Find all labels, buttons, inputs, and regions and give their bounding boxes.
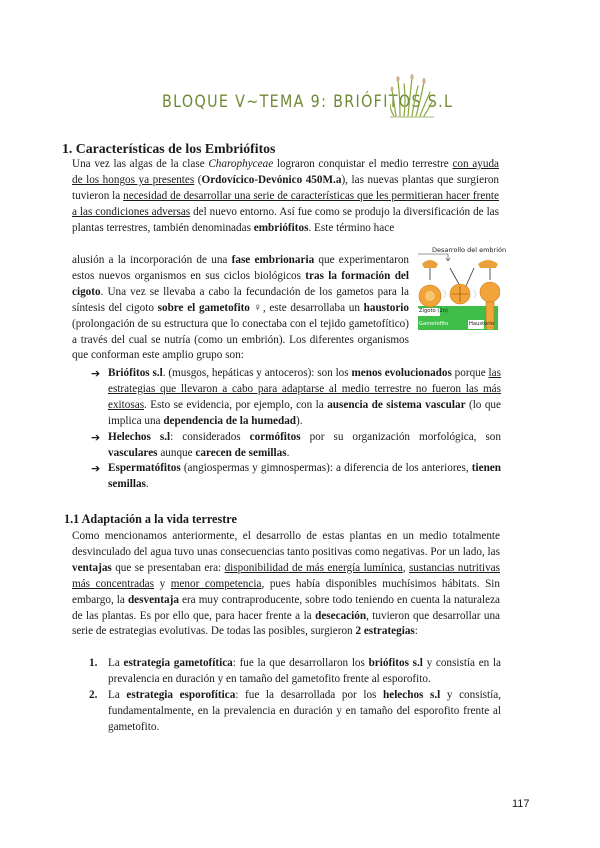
section-heading-caracteristicas: 1. Características de los Embriófitos — [62, 141, 276, 156]
list-item-estrategia-esporofitica: 2. La estrategia esporofítica: fue la desarrollada por los helechos s.l y consistía, fundamentalmente, en la prevalencia en duración y en tamaño del esporofito frente al gametofito. — [89, 688, 502, 733]
list-item-briofitos: ➔ Briófitos s.l. (musgos, hepáticas y antoceros): son los menos evolucionados porque las estrategias que llevaron a cabo para adaptarse al medio terrestre no fueron las más exitosas. Esto se evidencia, por ejemplo, con la ausencia de sistema vascular (lo que implica una dependencia de la humedad). — [91, 367, 501, 427]
embryo-paragraph: alusión a la incorporación de una fase embrionaria que experimentaron estos nuevos organismos en sus ciclos biológicos tras la formación del cigoto. Una vez se llevaba a cabo la fecundación de los gametos para la síntesis del cigoto sobre el gametofito ♀, este desarrollaba un haustorio (prolongación de su estructura que lo conectaba con el tejido gametofítico) a través del cual se nutría (como un embrión). Los diferentes organismos que conforman este amplio grupo son: — [72, 254, 410, 362]
intro-paragraph: Una vez las algas de la clase Charophyceae lograron conquistar el medio terrestre con ayuda de los hongos ya presentes (Ordovícico-Devónico 450M.a), las nuevas plantas que surgieron tuvieron la necesidad de desarrollar una serie de características que les permitieran hacer frente a las condiciones adversas del nuevo entorno. Así fue como se produjo la diversificación de las plantas terrestres, también denominadas embriófitos. Este término hace — [72, 158, 500, 234]
arrow-icon: ➔ — [91, 367, 101, 380]
list-item-espermatofitos: ➔ Espermatófitos (angiospermas y gimnospermas): a diferencia de los anteriores, tienen semillas. — [91, 462, 501, 491]
list-item-estrategia-gametofitica: 1. La estrategia gametofítica: fue la que desarrollaron los briófitos s.l y consistía en la prevalencia en duración y en tamaño del gametofito frente al esporofito. — [89, 657, 502, 685]
figure-title: Desarrollo del embrión — [432, 246, 507, 254]
arrow-icon: ➔ — [91, 430, 101, 444]
grass-illustration — [390, 72, 434, 118]
section-heading-adaptacion: 1.1 Adaptación a la vida terrestre — [64, 512, 237, 526]
figure-label-gametofito: Gametofito — [419, 321, 449, 327]
adaptation-paragraph: Como mencionamos anteriormente, el desarrollo de estas plantas en un medio totalmente desvinculado del agua tuvo unas consecuencias tanto positivas como negativas. Por un lado, las ventajas que se presentaban era: disponibilidad de más energía lumínica, sustancias nutritivas más concentradas y menor competencia, pues había disponibles muchísimos hábitats. Sin embargo, la desventaja era muy contraproducente, sobre todo teniendo en cuenta la naturaleza de las plantas. Es por ello que, para hacer frente a la desecación, tuvieron que desarrollar una serie de estrategias evolutivas. De todas las posibles, surgieron 2 estrategias: — [72, 530, 501, 638]
embryo-development-figure — [416, 246, 507, 332]
embryo-diagram — [416, 246, 500, 332]
list-item-helechos: ➔ Helechos s.l: considerados cormófitos por su organización morfológica, son vasculares aunque carecen de semillas. — [91, 430, 501, 459]
page-title: BLOQUE V~TEMA 9: BRIÓFITOS S.L — [162, 92, 454, 112]
organism-groups-list — [91, 366, 501, 493]
figure-label-haustorio: Haustorio — [469, 321, 495, 327]
figure-label-zigoto: Zigoto (2n) — [419, 308, 448, 314]
arrow-icon: ➔ — [91, 462, 101, 476]
strategies-list — [91, 656, 501, 736]
page-number: 117 — [512, 798, 530, 810]
